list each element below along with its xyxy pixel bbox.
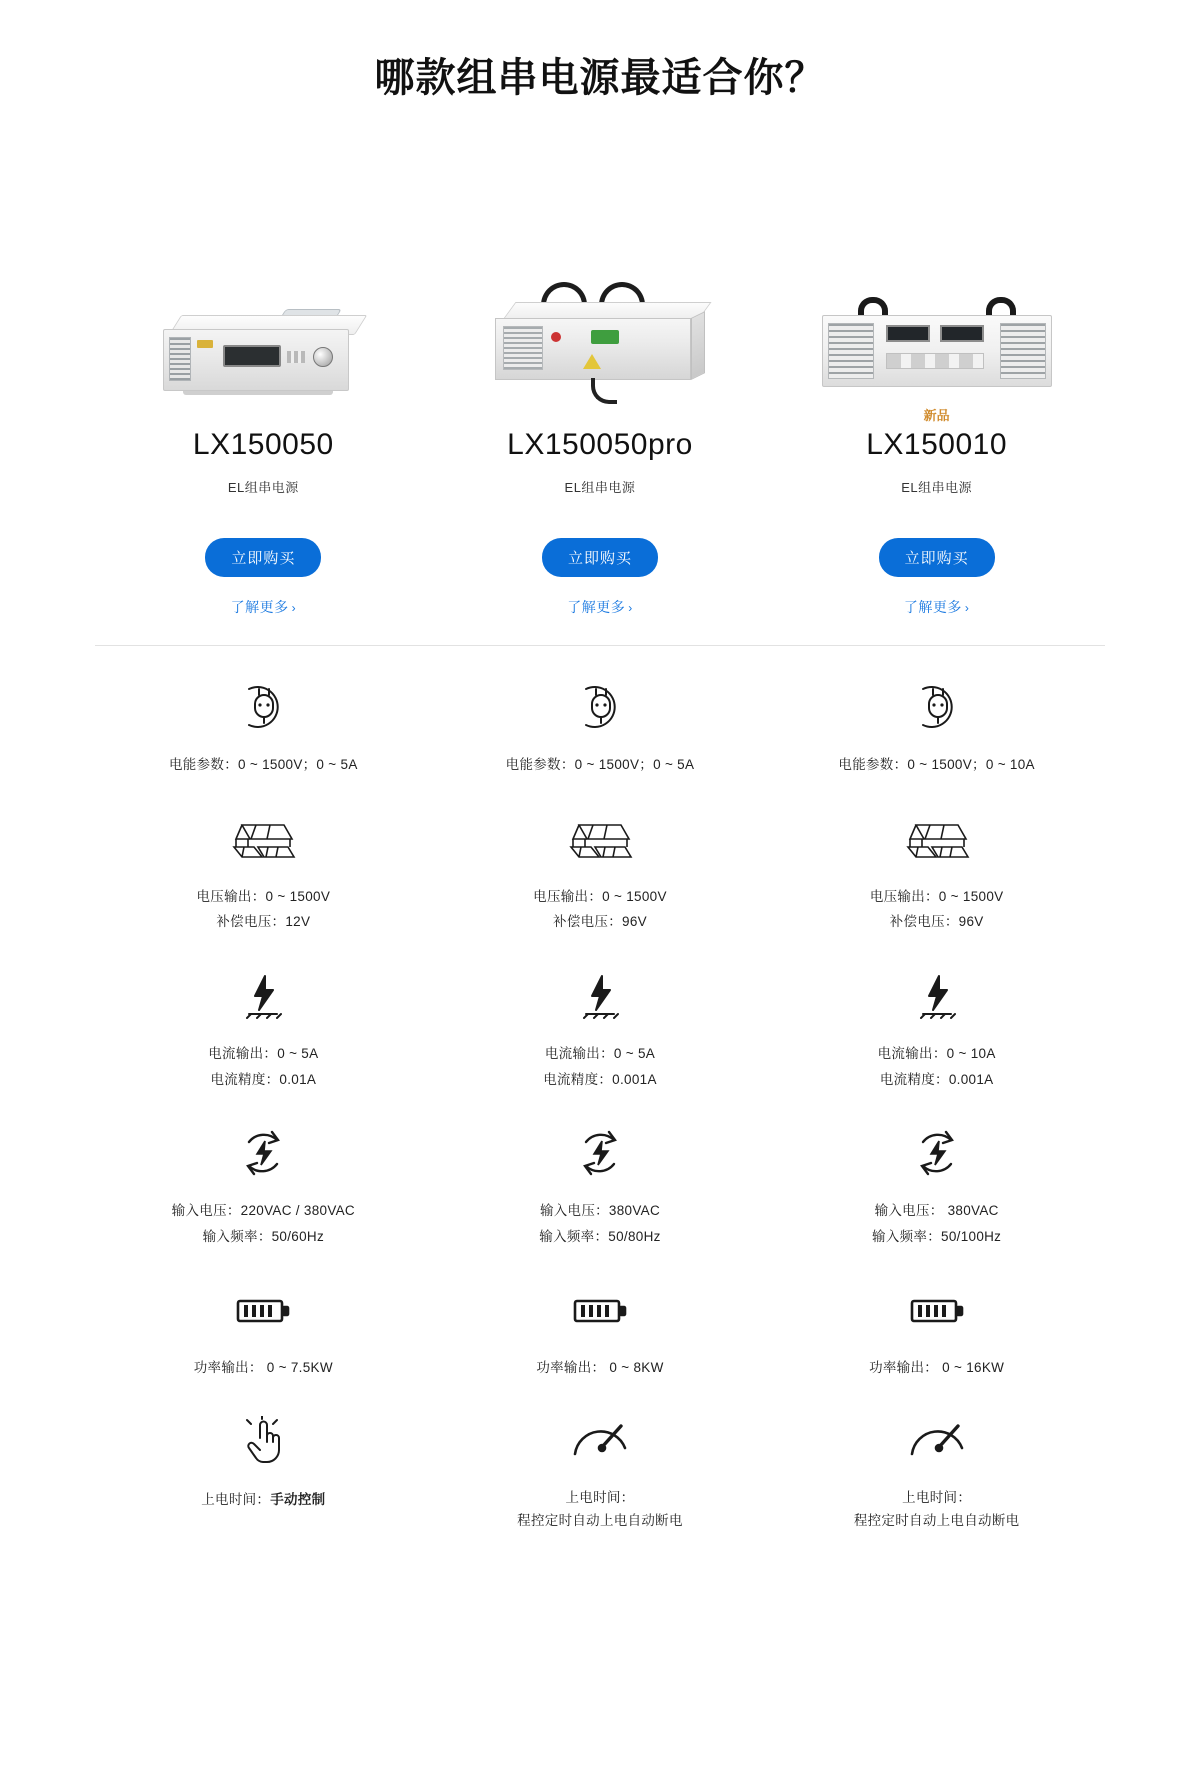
spec-line: 功率输出： 0 ~ 8KW	[536, 1360, 664, 1376]
spec-line: 补偿电压：96V	[889, 914, 984, 930]
learn-more-link[interactable]	[231, 597, 297, 617]
learn-more-label: 了解更多	[567, 599, 626, 615]
spec-cell	[768, 1122, 1105, 1249]
spec-cell	[95, 1411, 432, 1533]
product-column-lx150050pro	[432, 222, 769, 645]
spec-label: 上电时间：	[201, 1492, 271, 1508]
ac-power-icon	[236, 1122, 290, 1184]
buy-button[interactable]: 立即购买	[879, 538, 995, 577]
power-plug-icon	[909, 676, 965, 738]
spec-row-power-parameters	[95, 646, 1105, 778]
spec-cell	[432, 676, 769, 778]
learn-more-label: 了解更多	[230, 599, 289, 615]
spec-line: 电能参数：0 ~ 1500V；0 ~ 5A	[505, 757, 695, 772]
lx150010-product-image	[768, 222, 1105, 397]
spec-table	[95, 646, 1105, 1533]
battery-icon	[571, 1279, 629, 1341]
spec-line: 上电时间：	[902, 1490, 972, 1506]
gauge-icon	[569, 1411, 631, 1473]
spec-cell	[768, 1411, 1105, 1533]
spec-value-bold: 手动控制	[270, 1492, 326, 1508]
solar-panel-icon	[567, 808, 633, 870]
learn-more-link[interactable]	[567, 597, 633, 617]
spec-line: 电流精度：0.001A	[879, 1071, 994, 1087]
spec-line: 电能参数：0 ~ 1500V；0 ~ 10A	[838, 757, 1035, 772]
spec-line: 电能参数：0 ~ 1500V；0 ~ 5A	[169, 757, 358, 772]
spec-line: 输入频率：50/60Hz	[202, 1228, 325, 1244]
spec-line: 输入频率：50/100Hz	[872, 1228, 1002, 1244]
spec-line: 电压输出：0 ~ 1500V	[196, 888, 331, 904]
product-subtitle: EL组串电源	[564, 480, 636, 495]
spec-line: 输入电压：380VAC	[539, 1203, 661, 1219]
spec-line: 电压输出：0 ~ 1500V	[533, 888, 667, 904]
current-bolt-icon	[576, 965, 624, 1027]
spec-cell	[432, 1122, 769, 1249]
spec-line: 电流输出：0 ~ 10A	[877, 1045, 996, 1061]
spec-cell	[432, 1279, 769, 1381]
spec-row-current-output	[95, 935, 1105, 1092]
power-plug-icon	[572, 676, 628, 738]
spec-row-power-on-time	[95, 1381, 1105, 1533]
current-bolt-icon	[239, 965, 287, 1027]
spec-line: 程控定时自动上电自动断电	[853, 1513, 1020, 1529]
gauge-icon	[906, 1411, 968, 1473]
battery-icon	[234, 1279, 292, 1341]
spec-cell	[432, 808, 769, 935]
learn-more-label: 了解更多	[903, 599, 962, 615]
product-comparison	[95, 104, 1105, 1533]
spec-line: 功率输出： 0 ~ 7.5KW	[193, 1360, 333, 1376]
spec-cell	[432, 1411, 769, 1533]
spec-line: 功率输出： 0 ~ 16KW	[869, 1360, 1005, 1376]
spec-line: 输入电压：220VAC / 380VAC	[171, 1203, 355, 1219]
ac-power-icon	[910, 1122, 964, 1184]
product-name: LX150050pro	[507, 428, 693, 461]
chevron-right-icon: ›	[291, 601, 297, 615]
product-header-row	[95, 222, 1105, 645]
product-name: LX150050	[192, 428, 334, 461]
spec-cell	[95, 965, 432, 1092]
spec-line: 电压输出：0 ~ 1500V	[869, 888, 1004, 904]
spec-cell	[95, 808, 432, 935]
spec-line: 输入电压： 380VAC	[874, 1203, 999, 1219]
spec-line: 输入频率：50/80Hz	[539, 1228, 661, 1244]
lx150050-product-image	[95, 222, 432, 397]
spec-line: 上电时间：	[565, 1490, 635, 1506]
new-product-badge: 新品	[923, 408, 950, 423]
ac-power-icon	[573, 1122, 627, 1184]
spec-line: 电流输出：0 ~ 5A	[544, 1045, 656, 1061]
spec-row-voltage-output	[95, 778, 1105, 935]
spec-line: 补偿电压：12V	[216, 914, 311, 930]
current-bolt-icon	[913, 965, 961, 1027]
spec-line	[201, 1487, 325, 1513]
chevron-right-icon: ›	[628, 601, 633, 615]
spec-row-input-power	[95, 1092, 1105, 1249]
learn-more-link[interactable]	[904, 597, 970, 617]
spec-line: 补偿电压：96V	[553, 914, 647, 930]
product-subtitle: EL组串电源	[227, 480, 299, 495]
product-column-lx150010	[768, 222, 1105, 645]
spec-cell	[95, 1279, 432, 1381]
spec-cell	[768, 1279, 1105, 1381]
spec-cell	[95, 1122, 432, 1249]
buy-button[interactable]: 立即购买	[542, 538, 658, 577]
spec-row-power-output	[95, 1249, 1105, 1381]
battery-icon	[908, 1279, 966, 1341]
buy-button[interactable]: 立即购买	[205, 538, 321, 577]
spec-line: 程控定时自动上电自动断电	[517, 1513, 683, 1529]
power-plug-icon	[235, 676, 291, 738]
spec-line: 电流输出：0 ~ 5A	[208, 1045, 319, 1061]
spec-cell	[768, 965, 1105, 1092]
spec-cell	[768, 676, 1105, 778]
product-column-lx150050	[95, 222, 432, 645]
hand-tap-icon	[241, 1411, 285, 1473]
product-name: LX150010	[866, 428, 1008, 461]
solar-panel-icon	[230, 808, 296, 870]
spec-line: 电流精度：0.001A	[543, 1071, 657, 1087]
solar-panel-icon	[904, 808, 970, 870]
product-subtitle: EL组串电源	[901, 480, 973, 495]
lx150050pro-product-image	[432, 222, 769, 397]
spec-line: 电流精度：0.01A	[210, 1071, 317, 1087]
chevron-right-icon: ›	[964, 601, 970, 615]
spec-cell	[95, 676, 432, 778]
page-title: 哪款组串电源最适合你？	[374, 56, 826, 100]
spec-cell	[432, 965, 769, 1092]
spec-cell	[768, 808, 1105, 935]
